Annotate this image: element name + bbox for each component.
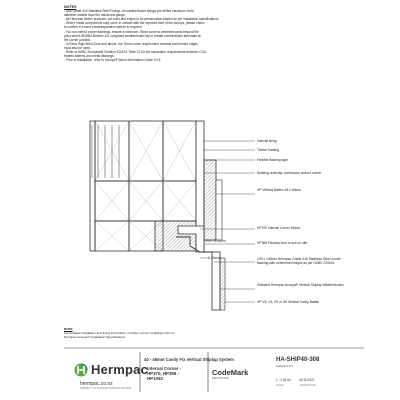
meta-values (276, 378, 315, 382)
callout-timber-framing: Timber framing (257, 148, 280, 152)
callout-cavity-batten: HP V3, V4, V5 or V6 Vertical Cavity Batten (257, 300, 320, 304)
drawing-subtitle (147, 366, 181, 382)
shiplap-weatherboard (212, 252, 220, 310)
note-line: - For non-mitred corner flashings, ensure a minimum 75mm cover to weatherboards beyond the (64, 29, 199, 34)
note-line: to confirm if a bond break/separation barrier is required. (64, 25, 143, 30)
cavity-batten (220, 258, 225, 310)
note-line: treated battens and metal flashings. (64, 54, 115, 59)
lining-lines (92, 125, 119, 178)
callout-corner-mould: HP370 Internal Corner Mould (257, 226, 300, 230)
note-line: - Where metal components may come in contact with the exposed face of the Accoya, please check (64, 21, 205, 26)
note-line: - Prior to installation, refer to Accoya® Wood Information Guide V3.6 (64, 58, 161, 63)
internal-lining (90, 121, 95, 251)
scale-value: 1 : 2 @ A4 (276, 378, 291, 382)
codemark-text: CodeMark (212, 368, 249, 377)
meta-labels (276, 384, 316, 387)
subject-note: SUBJECT TO CHANGE WITHOUT NOTICE (80, 387, 132, 390)
note-line: the corner junction. (64, 37, 92, 42)
drawing-code-label: DRAWING NO. (276, 365, 294, 368)
brand-name: Hermpac (91, 362, 149, 377)
corner-batten (155, 221, 196, 251)
date-value: 01/11/2021 (298, 378, 315, 382)
codemark-sub: CERTIFICATE (212, 377, 229, 380)
subtitle-line: HP1053 (147, 376, 163, 382)
titleblock (64, 348, 364, 392)
callout-flexstep-trim: HP308 Flexstep trim to suit on site (257, 241, 308, 245)
codemark-badge (212, 368, 260, 380)
hermpac-logo-icon (74, 363, 88, 377)
callout-weatherboard: Selected Hermpac Accoya® Vertical Shiplap Weatherboard (257, 283, 344, 287)
bottom-notes (64, 327, 364, 339)
note-line: - Use Grade 316 Stainless Steel Fixings. All weatherboard fixings pre-drilled maximum 1mm (64, 9, 194, 14)
notes-title: NOTES (64, 5, 77, 9)
callout-corner-flashing: 140 x 140mm Hermpac Grade 316 Stainless Steel corner flashing with unhemmed edges as per NZBC E2/AS1 (257, 257, 341, 265)
callout-building-underlay: Building underlay, continuous around corner (257, 171, 322, 175)
website-link[interactable]: hermpac.co.nz (80, 381, 113, 387)
note-line: diameter smaller than the nail/screw gauge. (64, 13, 126, 18)
bottom-note-line: Hermpac Accoya® Installation Specifications (64, 335, 126, 339)
drawing-code: HA-SHIP40-308 (276, 357, 320, 363)
note-line: point where BRANZ Bulletin 411 compliant weatherboard lap or rebate combinations terminate at (64, 33, 201, 38)
callout-internal-lining: Internal lining (257, 139, 277, 143)
bottom-note-title: NOTE (64, 327, 73, 331)
brand-logo (74, 362, 148, 377)
note-line: - Refer to NZBC Acceptable Solution E2/AS1 Table 21 for the separation requirements between CCA (64, 50, 207, 55)
dimension-label: 6-12mm (214, 239, 226, 243)
note-line: - All Hermpac timber products, cut ends and edges to be preservative treated as per installation specifications. (64, 17, 220, 22)
subtitle-line: Internal Corner - (147, 366, 182, 371)
callout-vertical-batten: HP Vertical Batten 48 x 40mm (257, 188, 301, 192)
scale-label: SCALE (276, 384, 284, 387)
callout-flashing-tape: Flexible flashing tape (257, 158, 288, 162)
note-line: must also be used. (64, 45, 91, 50)
note-line: - In Extra High Wind Zone and above, the 75mm cover requirement remains and formed edges (64, 41, 198, 46)
shiplap-board (216, 180, 222, 240)
date-label: ISSUED DATE (299, 384, 316, 387)
vertical-batten (204, 160, 216, 240)
dimension-label: 6-12mm (208, 256, 220, 260)
drawing-title: 40 - 45mm Cavity Fix Vertical Shiplap System (144, 357, 234, 362)
bottom-note-line: For detailed installation and fixing information of timber corner mouldings refer to (64, 331, 175, 335)
subtitle-line: HP370, HP399 - (147, 371, 179, 377)
